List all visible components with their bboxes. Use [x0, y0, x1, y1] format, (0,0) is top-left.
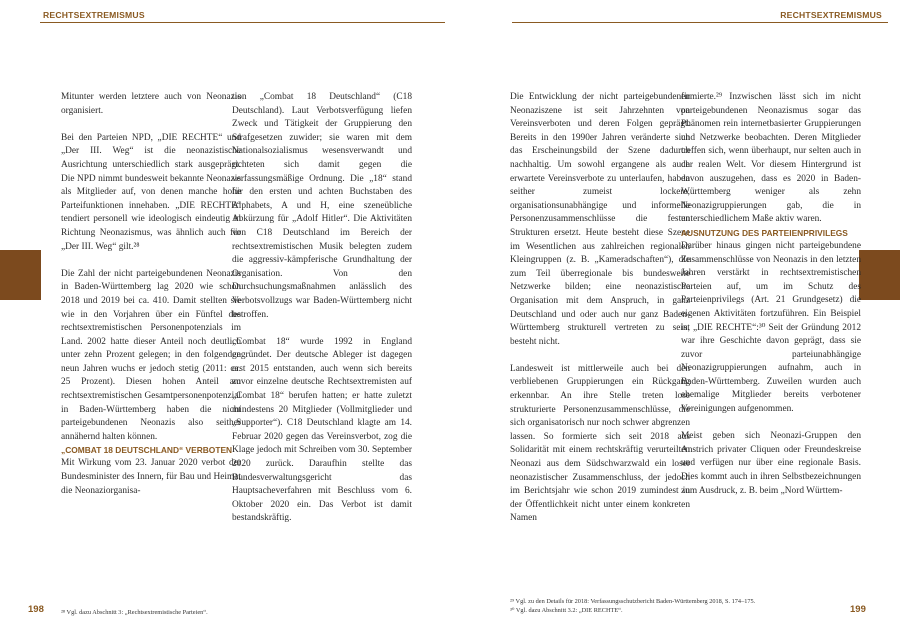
- paragraph: tion „Combat 18 Deutschland“ (C18 Deutschland). Laut Verbotsverfügung liefen Zweck und Tätigkeit der Gruppierung den Strafgesetzen zuwider; sie waren mit dem Nationalsozialismus wesensverwandt und richteten sich damit gegen die verfassungsmäßige Ordnung. Die „18“ stand für den ersten und achten Buchstaben des Alphabets, A und H, eine szeneübliche Abkürzung für „Adolf Hitler“. Die Aktivitäten von C18 Deutschland im Bereich der rechtsextremistischen Musik belegten zudem die aggressiv-kämpferische Grundhaltung der Organisation. Von den Durchsuchungsmaßnahmen anlässlich des Verbotsvollzugs war Baden-Württemberg nicht betroffen.: [232, 92, 412, 320]
- paragraph: Bei den Parteien NPD, „DIE RECHTE“ und „Der III. Weg“ ist die neonazistische Ausrichtung unterschiedlich stark ausgeprägt. Die NPD nimmt bundesweit bekannte Neonazis als Mitglieder auf, von denen manche hohe Parteifunktionen innehaben. „DIE RECHTE“ tendiert personell wie ideologisch eindeutig in Richtung Neonazismus, was ähnlich auch für „Der III. Weg“ gilt.²⁸: [61, 132, 241, 252]
- paragraph: Meist geben sich Neonazi-Gruppen den Anstrich privater Cliquen oder Freundeskreise und verfügen nur über eine regionale Basis. Dies kommt auch in ihren Selbstbezeichnungen zum Ausdruck, z. B. beim „Nord Württem-: [681, 431, 861, 496]
- paragraph: firmierte.²⁹ Inzwischen lässt sich im nicht parteigebundenen Neonazismus sogar das Phänomen rein internetbasierter Gruppierungen und Netzwerke beobachten. Deren Mitglieder treffen sich, wenn überhaupt, nur selten auch in der realen Welt. Vor diesem Hintergrund ist davon auszugehen, dass es 2020 in Baden-Württemberg weniger als zehn Neonazigruppierungen gab, die in unterschiedlichem Maße aktiv waren.: [681, 92, 861, 225]
- running-head-right: RECHTSEXTREMISMUS: [780, 10, 882, 20]
- paragraph: Darüber hinaus gingen nicht parteigebundene Zusammenschlüsse von Neonazis in den letzten Jahren verstärkt in rechtsextremistischen Parteien auf, um im Schutz des Parteienprivilegs (Art. 21 Grundgesetz) die eigenen Aktivitäten fortzuführen. Ein Beispiel ist „DIE RECHTE“:³⁰ Seit der Gründung 2012 war ihre Geschichte davon geprägt, dass sie zuvor parteiunabhängige Neonazigruppierungen aufnahm, auch in Baden-Württemberg. Zuweilen wurden auch ehemalige Mitglieder bereits verbotener Vereinigungen aufgenommen.: [681, 240, 861, 415]
- header-rule-right: [512, 22, 888, 23]
- thumb-tab-right: [859, 250, 900, 300]
- paragraph: „Combat 18“ wurde 1992 in England gegründet. Der deutsche Ableger ist dagegen erst 2015 entstanden, auch wenn sich bereits zuvor einzelne deutsche Rechtsextremisten auf „Combat 18“ berufen hatten; er hatte zuletzt mindestens 20 Mitglieder (Vollmitglieder und „Supporter“). C18 Deutschland klagte am 14. Februar 2020 gegen das Vereinsverbot, zog die Klage jedoch mit Schreiben vom 30. September 2020 zurück. Daraufhin stellte das Bundesverwaltungsgericht das Hauptsacheverfahren mit Beschluss vom 6. Oktober 2020 ein. Das Verbot ist damit bestandskräftig.: [232, 336, 412, 524]
- right-column-2: [681, 91, 861, 498]
- footnote-28: ²⁸ Vgl. dazu Abschnitt 3: „Rechtsextremistische Parteien“.: [61, 609, 208, 616]
- footnote-30: ³⁰ Vgl. dazu Abschnitt 3.2: „DIE RECHTE“.: [510, 607, 623, 614]
- left-column-2: [232, 91, 412, 526]
- page-number-left: 198: [28, 604, 44, 615]
- thumb-tab-left: [0, 250, 41, 300]
- section-heading-parteienprivileg: AUSNUTZUNG DES PARTEIENPRIVILEGS: [681, 227, 848, 238]
- left-column-1: [61, 91, 241, 498]
- right-column-1: [510, 91, 690, 526]
- footnotes-right: [510, 597, 755, 615]
- paragraph: Die Zahl der nicht parteigebundenen Neonazis in Baden-Württemberg lag 2020 wie schon 2018 und 2019 bei ca. 410. Damit stellten sie wie in den Vorjahren über ein Fünftel des rechtsextremistischen Personenpotenzials im Land. 2002 hatte dieser Anteil noch deutlich unter zehn Prozent gelegen; in den folgenden neun Jahren wuchs er jedoch stetig (2011: ca. 25 Prozent). Diesen hohen Anteil am rechtsextremistischen Gesamtpersonenpotenzial in Baden-Württemberg haben die nicht parteigebundenen Neonazis also seither annähernd halten können.: [61, 268, 241, 442]
- paragraph: Mit Wirkung vom 23. Januar 2020 verbot der Bundesminister des Innern, für Bau und Heimat die Neonaziorganisa-: [61, 458, 241, 496]
- running-head-left: RECHTSEXTREMISMUS: [43, 10, 145, 20]
- footnote-29: ²⁹ Vgl. zu den Details für 2018: Verfassungsschutzbericht Baden-Württemberg 2018, S. 174–175.: [510, 598, 756, 605]
- paragraph: Landesweit ist mittlerweile auch bei den verbliebenen Gruppierungen ein Rückgang erkennbar. An ihre Stelle treten lose strukturierte Personenzusammenschlüsse, die sich organisatorisch nur noch schwer abgrenzen lassen. So formierte sich seit 2018 aus Solidarität mit einem rechtskräftig verurteilten Neonazi aus dem Südschwarzwald ein loser neonazistischer Zusammenschluss, der jedoch im Berichtsjahr wie schon 2019 zumindest in der Öffentlichkeit nicht unter einem konkreten Namen: [510, 363, 690, 524]
- paragraph: Mitunter werden letztere auch von Neonazis organisiert.: [61, 92, 241, 116]
- page-number-right: 199: [850, 604, 866, 615]
- right-page: [450, 0, 900, 638]
- header-rule-left: [40, 22, 445, 23]
- section-heading-combat18: „COMBAT 18 DEUTSCHLAND“ VERBOTEN: [61, 445, 233, 456]
- paragraph: Die Entwicklung der nicht parteigebundenen Neonaziszene ist seit Jahrzehnten von Vereinsverboten und deren Folgen geprägt. Bereits in den 1990er Jahren veränderte sich das Erscheinungsbild der Szene dadurch nachhaltig. Um sowohl ergangene als auch erwartete Vereinsverbote zu unterlaufen, haben seither zumeist lockere, organisationsunabhängige und informelle Personenzusammenschlüsse die festen Strukturen ersetzt. Heute besteht diese Szene im Wesentlichen aus zahlreichen regionalen Kleingruppen (z. B. „Kameradschaften“), die zum Teil überregionale bis bundesweite Netzwerke bilden; eine neonazistische Organisation mit dem Anspruch, in ganz Deutschland und oder auch nur ganz Baden-Württemberg strukturell vertreten zu sein, besteht nicht.: [510, 92, 690, 347]
